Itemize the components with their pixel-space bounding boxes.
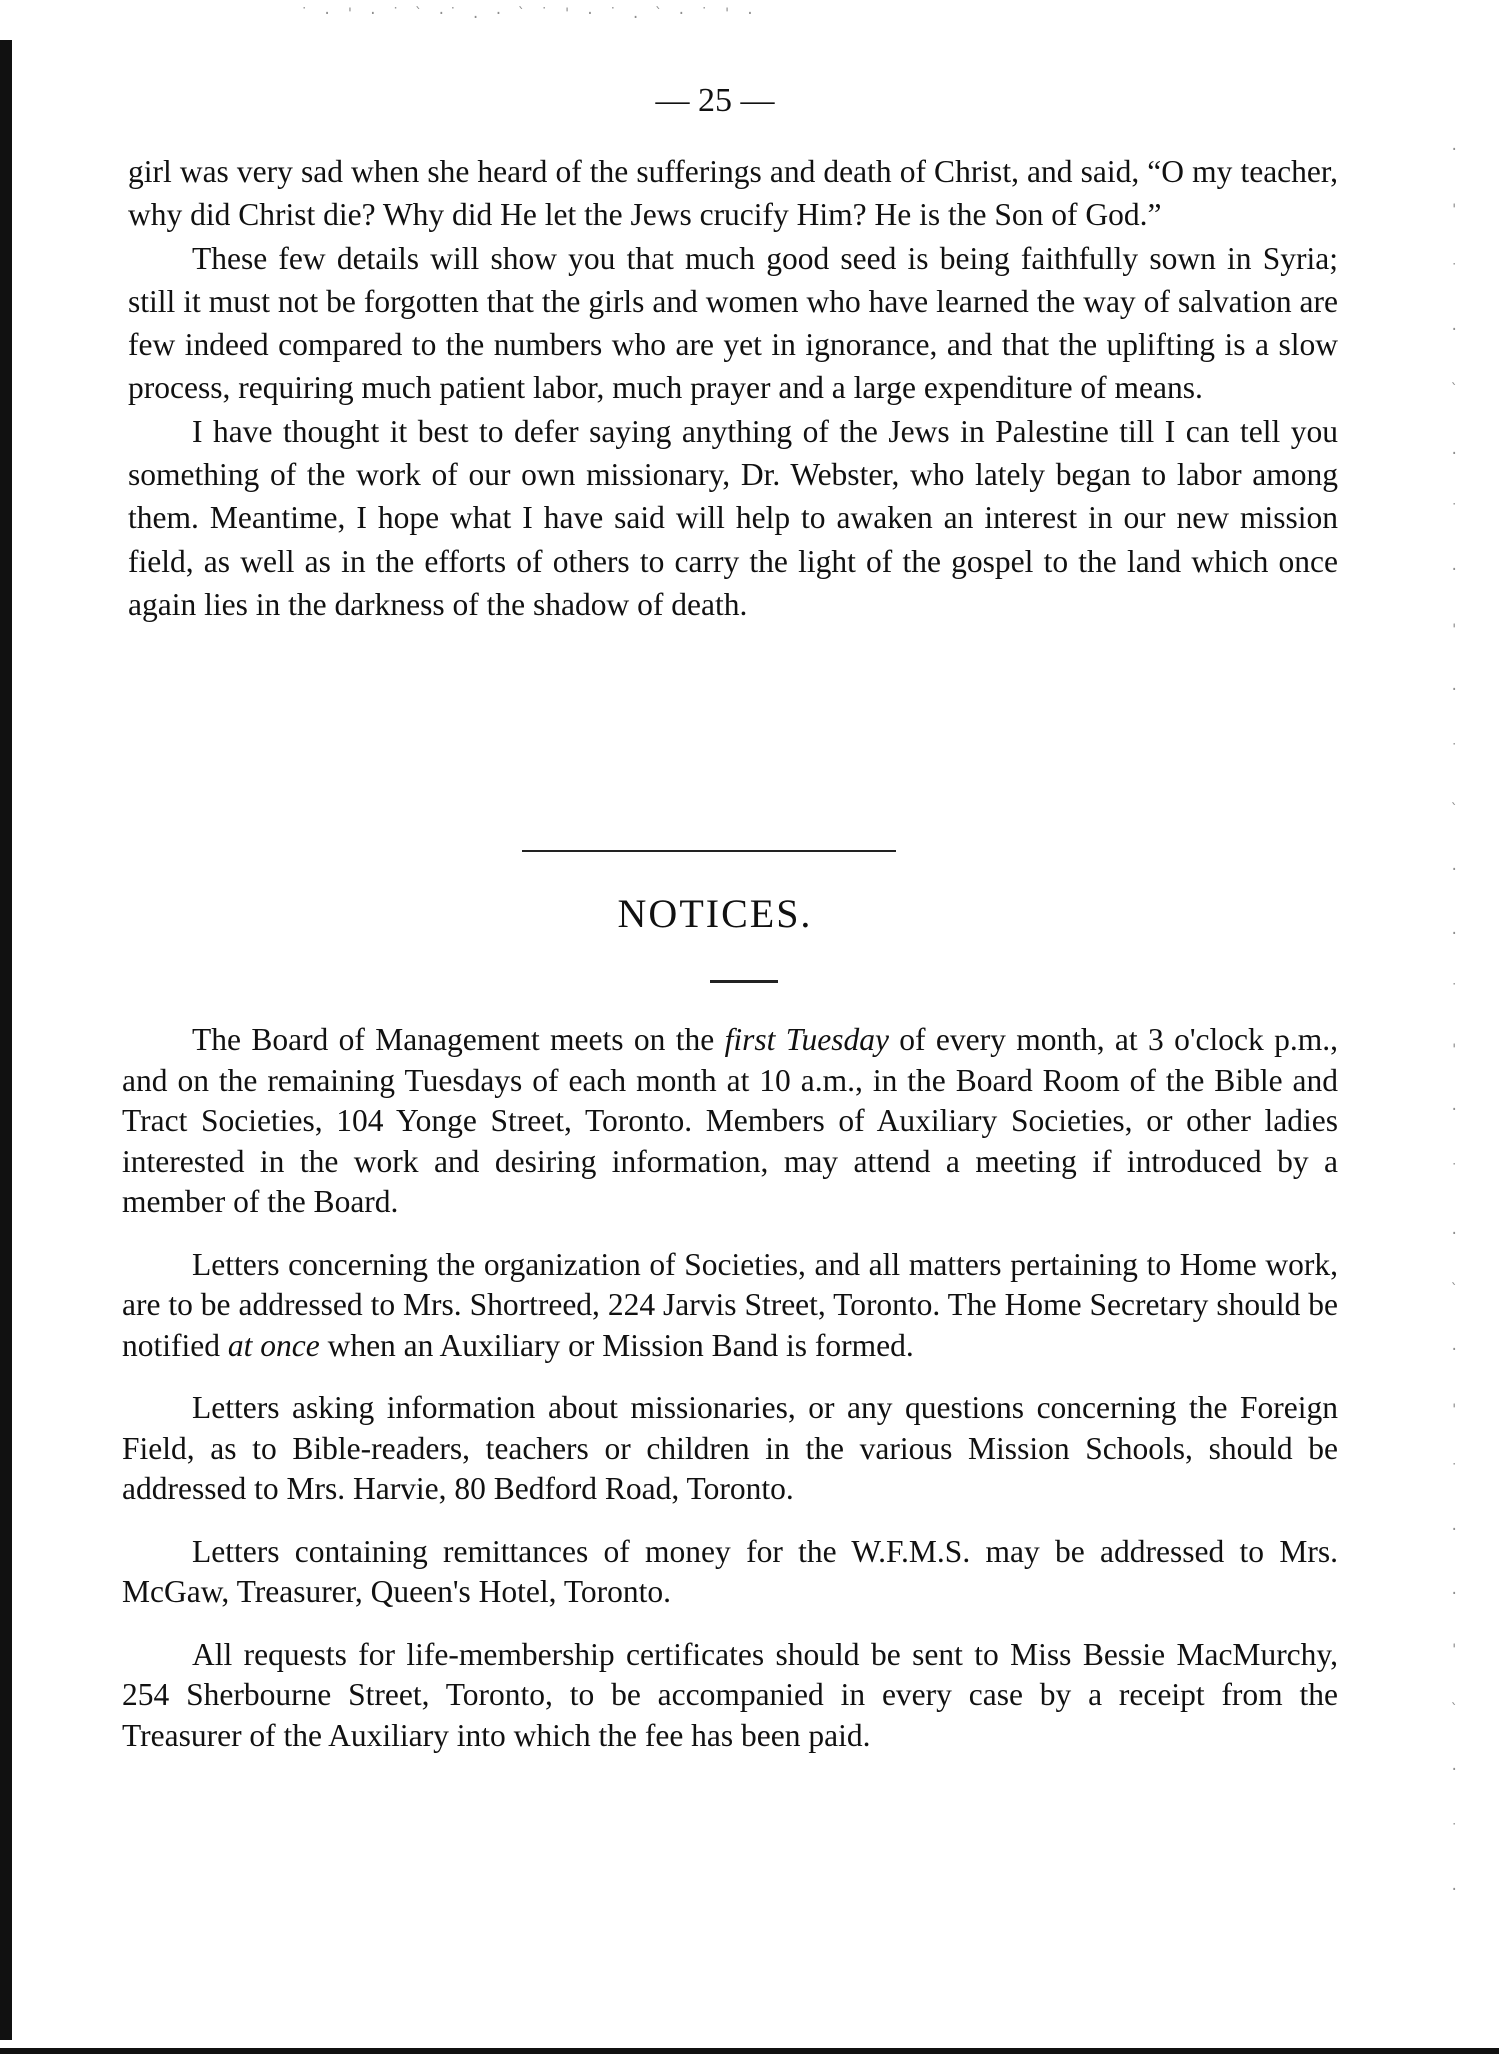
notice-emphasis: first Tuesday bbox=[724, 1022, 889, 1057]
heading-underline bbox=[710, 980, 778, 983]
article-paragraph: girl was very sad when she heard of the sufferings and death of Christ, and said, “O my teacher, why did Christ die? Why did He let the Jews crucify Him? He is the Son of God.” bbox=[128, 154, 1338, 233]
scan-speckle-top: ˙ · ' · ˙ ` ·˙ . · ` ˙ ' · ˙ . ` · ˙ ' · bbox=[300, 6, 758, 22]
scan-speckle-right: · ' ˙ · ` . ˙ · ' · ˙ ` · . ˙ ' · ˙ . ` · ' ˙ · . ' ` · ˙ · bbox=[1450, 142, 1462, 1898]
scan-left-edge bbox=[0, 40, 12, 2040]
scan-bottom-edge bbox=[0, 2048, 1499, 2054]
continued-article bbox=[128, 150, 1338, 626]
notice-foreign-field: Letters asking information about missionaries, or any questions concerning the Foreign Field, as to Bible-readers, teachers or children in the various Mission Schools, should be addressed to Mrs. Harvie, 80 Bedford Road, Toronto. bbox=[122, 1390, 1338, 1506]
notice-remittances: Letters containing remittances of money for the W.F.M.S. may be addressed to Mrs. McGaw, Treasurer, Queen's Hotel, Toronto. bbox=[122, 1533, 1338, 1609]
notice-text: of every month, at 3 o'clock p.m., and on the remaining Tuesdays of each month at 10 a.m., in the Board Room of the Bible and Tract Societies, 104 Yonge Street, Toronto. Members of Auxiliary Societies, or other ladies interested in the work and desiring information, may attend a meeting if introduced by a member of the Board. bbox=[122, 1022, 1338, 1219]
page-number: — 25 — bbox=[655, 82, 775, 119]
notice-life-membership: All requests for life-membership certificates should be sent to Miss Bessie MacMurchy, 254 Sherbourne Street, Toronto, to be accompanied in every case by a receipt from the Treasurer of the Auxiliary into which the fee has been paid. bbox=[122, 1636, 1338, 1753]
notice-emphasis: at once bbox=[227, 1327, 320, 1363]
section-divider bbox=[522, 850, 896, 852]
article-paragraph: I have thought it best to defer saying anything of the Jews in Palestine till I can tell you something of the work of our own missionary, Dr. Webster, who lately began to labor among them. Meantime, I hope what I have said will help to awaken an interest in our new mission field, as well as in the efforts of others to carry the light of the gospel to the land which once again lies in the darkness of the shadow of death. bbox=[128, 413, 1338, 622]
notices-list bbox=[122, 1020, 1338, 1778]
notice-home-work bbox=[122, 1245, 1338, 1367]
notice-text: The Board of Management meets on the bbox=[192, 1022, 725, 1057]
notice-text: Letters concerning the organization of Societies, and all matters pertaining to Home work, are to be addressed to Mrs. Shortreed, 224 Jarvis Street, Toronto. The Home Secretary should be notified bbox=[122, 1246, 1338, 1363]
notice-text: when an Auxiliary or Mission Band is formed. bbox=[319, 1327, 914, 1363]
article-paragraph: These few details will show you that much good seed is being faithfully sown in Syria; still it must not be forgotten that the girls and women who have learned the way of salvation are few indeed compared to the numbers who are yet in ignorance, and that the uplifting is a slow process, requiring much patient labor, much prayer and a large expenditure of means. bbox=[128, 240, 1338, 406]
notices-heading: NOTICES. bbox=[617, 891, 813, 936]
notice-board-meetings bbox=[122, 1020, 1338, 1223]
